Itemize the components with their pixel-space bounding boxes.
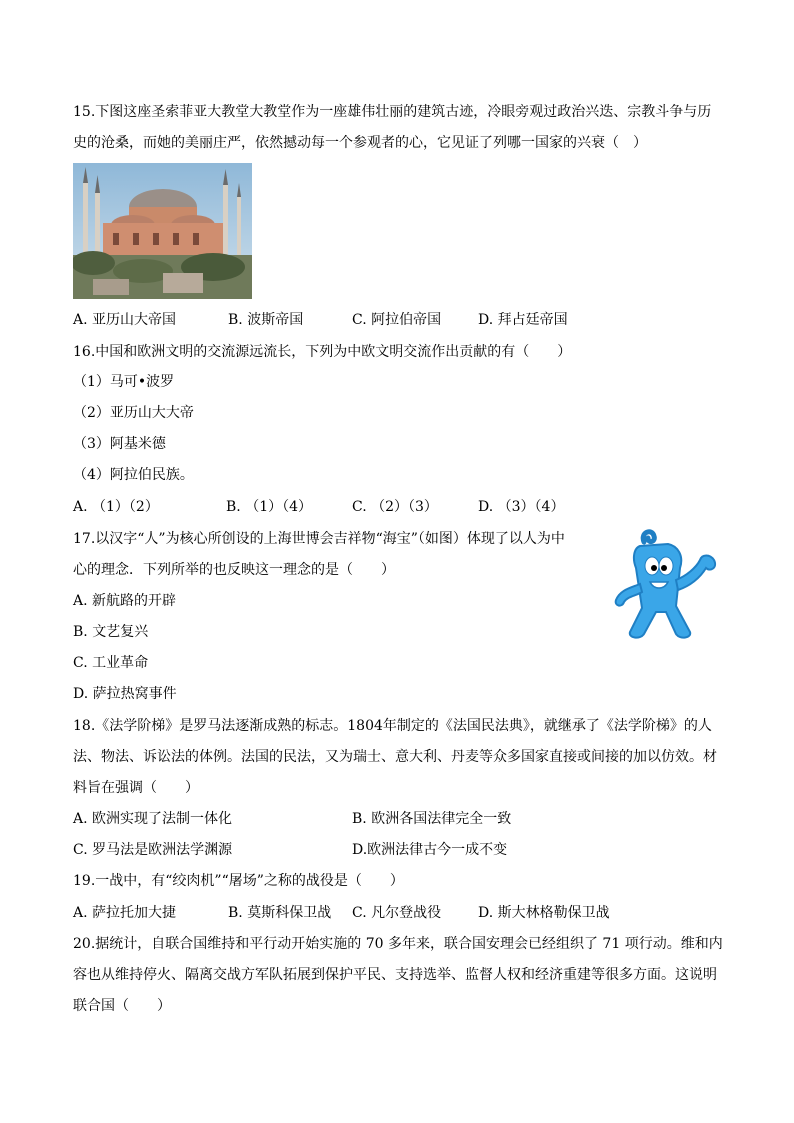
q18-option-d[interactable]: D.欧洲法律古今一成不变 <box>352 842 508 858</box>
q20-stem-line3: 联合国（ ） <box>73 998 171 1014</box>
q16-item-1: （1）马可•波罗 <box>73 374 175 390</box>
q16-item-3: （3）阿基米德 <box>73 436 166 452</box>
q16-item-4: （4）阿拉伯民族。 <box>73 467 194 483</box>
q15-option-c[interactable]: C. 阿拉伯帝国 <box>352 312 442 328</box>
q15-option-d[interactable]: D. 拜占廷帝国 <box>478 312 568 328</box>
q15-stem-line1: 15.下图这座圣索菲亚大教堂大教堂作为一座雄伟壮丽的建筑古迹，冷眼旁观过政治兴迭、宗教斗争与历 <box>73 104 712 120</box>
q16-stem: 16.中国和欧洲文明的交流源远流长，下列为中欧文明交流作出贡献的有（ ） <box>73 344 572 360</box>
q18-stem-line2: 法、物法、诉讼法的体例。法国的民法，又为瑞士、意大利、丹麦等众多国家直接或间接的加以仿效。材 <box>73 749 717 765</box>
q16-option-c[interactable]: C. （2）（3） <box>352 499 438 515</box>
q18-option-b[interactable]: B. 欧洲各国法律完全一致 <box>352 811 512 827</box>
q18-option-c[interactable]: C. 罗马法是欧洲法学渊源 <box>73 842 233 858</box>
q17-option-a[interactable]: A. 新航路的开辟 <box>73 593 177 609</box>
q19-stem: 19.一战中，有“绞肉机”“屠场”之称的战役是（ ） <box>73 873 404 889</box>
q19-option-a[interactable]: A. 萨拉托加大捷 <box>73 905 177 921</box>
q15-stem-line2: 史的沧桑，而她的美丽庄严，依然撼动每一个参观者的心，它见证了列哪一国家的兴衰（ ） <box>73 135 647 151</box>
q19-option-d[interactable]: D. 斯大林格勒保卫战 <box>478 905 610 921</box>
hagia-sophia-photo <box>73 163 252 299</box>
q18-stem-line3: 料旨在强调（ ） <box>73 780 199 796</box>
q16-option-b[interactable]: B. （1）（4） <box>226 499 313 515</box>
q17-option-c[interactable]: C. 工业革命 <box>73 655 149 671</box>
q19-option-c[interactable]: C. 凡尔登战役 <box>352 905 442 921</box>
q15-option-b[interactable]: B. 波斯帝国 <box>228 312 304 328</box>
q17-option-d[interactable]: D. 萨拉热窝事件 <box>73 686 177 702</box>
q16-option-a[interactable]: A. （1）（2） <box>73 499 159 515</box>
q20-stem-line1: 20.据统计，自联合国维持和平行动开始实施的 70 多年来，联合国安理会已经组织了 71 项行动。维和内 <box>73 936 723 952</box>
q15-option-a[interactable]: A. 亚历山大帝国 <box>73 312 177 328</box>
haibao-mascot-image <box>610 528 722 643</box>
q18-stem-line1: 18.《法学阶梯》是罗马法逐渐成熟的标志。1804年制定的《法国民法典》，就继承了《法学阶梯》的人 <box>73 718 712 734</box>
q16-option-d[interactable]: D. （3）（4） <box>478 499 565 515</box>
q16-item-2: （2）亚历山大大帝 <box>73 405 194 421</box>
q19-option-b[interactable]: B. 莫斯科保卫战 <box>228 905 332 921</box>
q18-option-a[interactable]: A. 欧洲实现了法制一体化 <box>73 811 233 827</box>
q17-stem-line1: 17.以汉字“人”为核心所创设的上海世博会吉祥物“海宝”（如图）体现了以人为中 <box>73 531 565 547</box>
q17-option-b[interactable]: B. 文艺复兴 <box>73 624 149 640</box>
q20-stem-line2: 容也从维持停火、隔离交战方军队拓展到保护平民、支持选举、监督人权和经济重建等很多方面。这说明 <box>73 967 717 983</box>
q17-stem-line2: 心的理念．下列所举的也反映这一理念的是（ ） <box>73 562 395 578</box>
